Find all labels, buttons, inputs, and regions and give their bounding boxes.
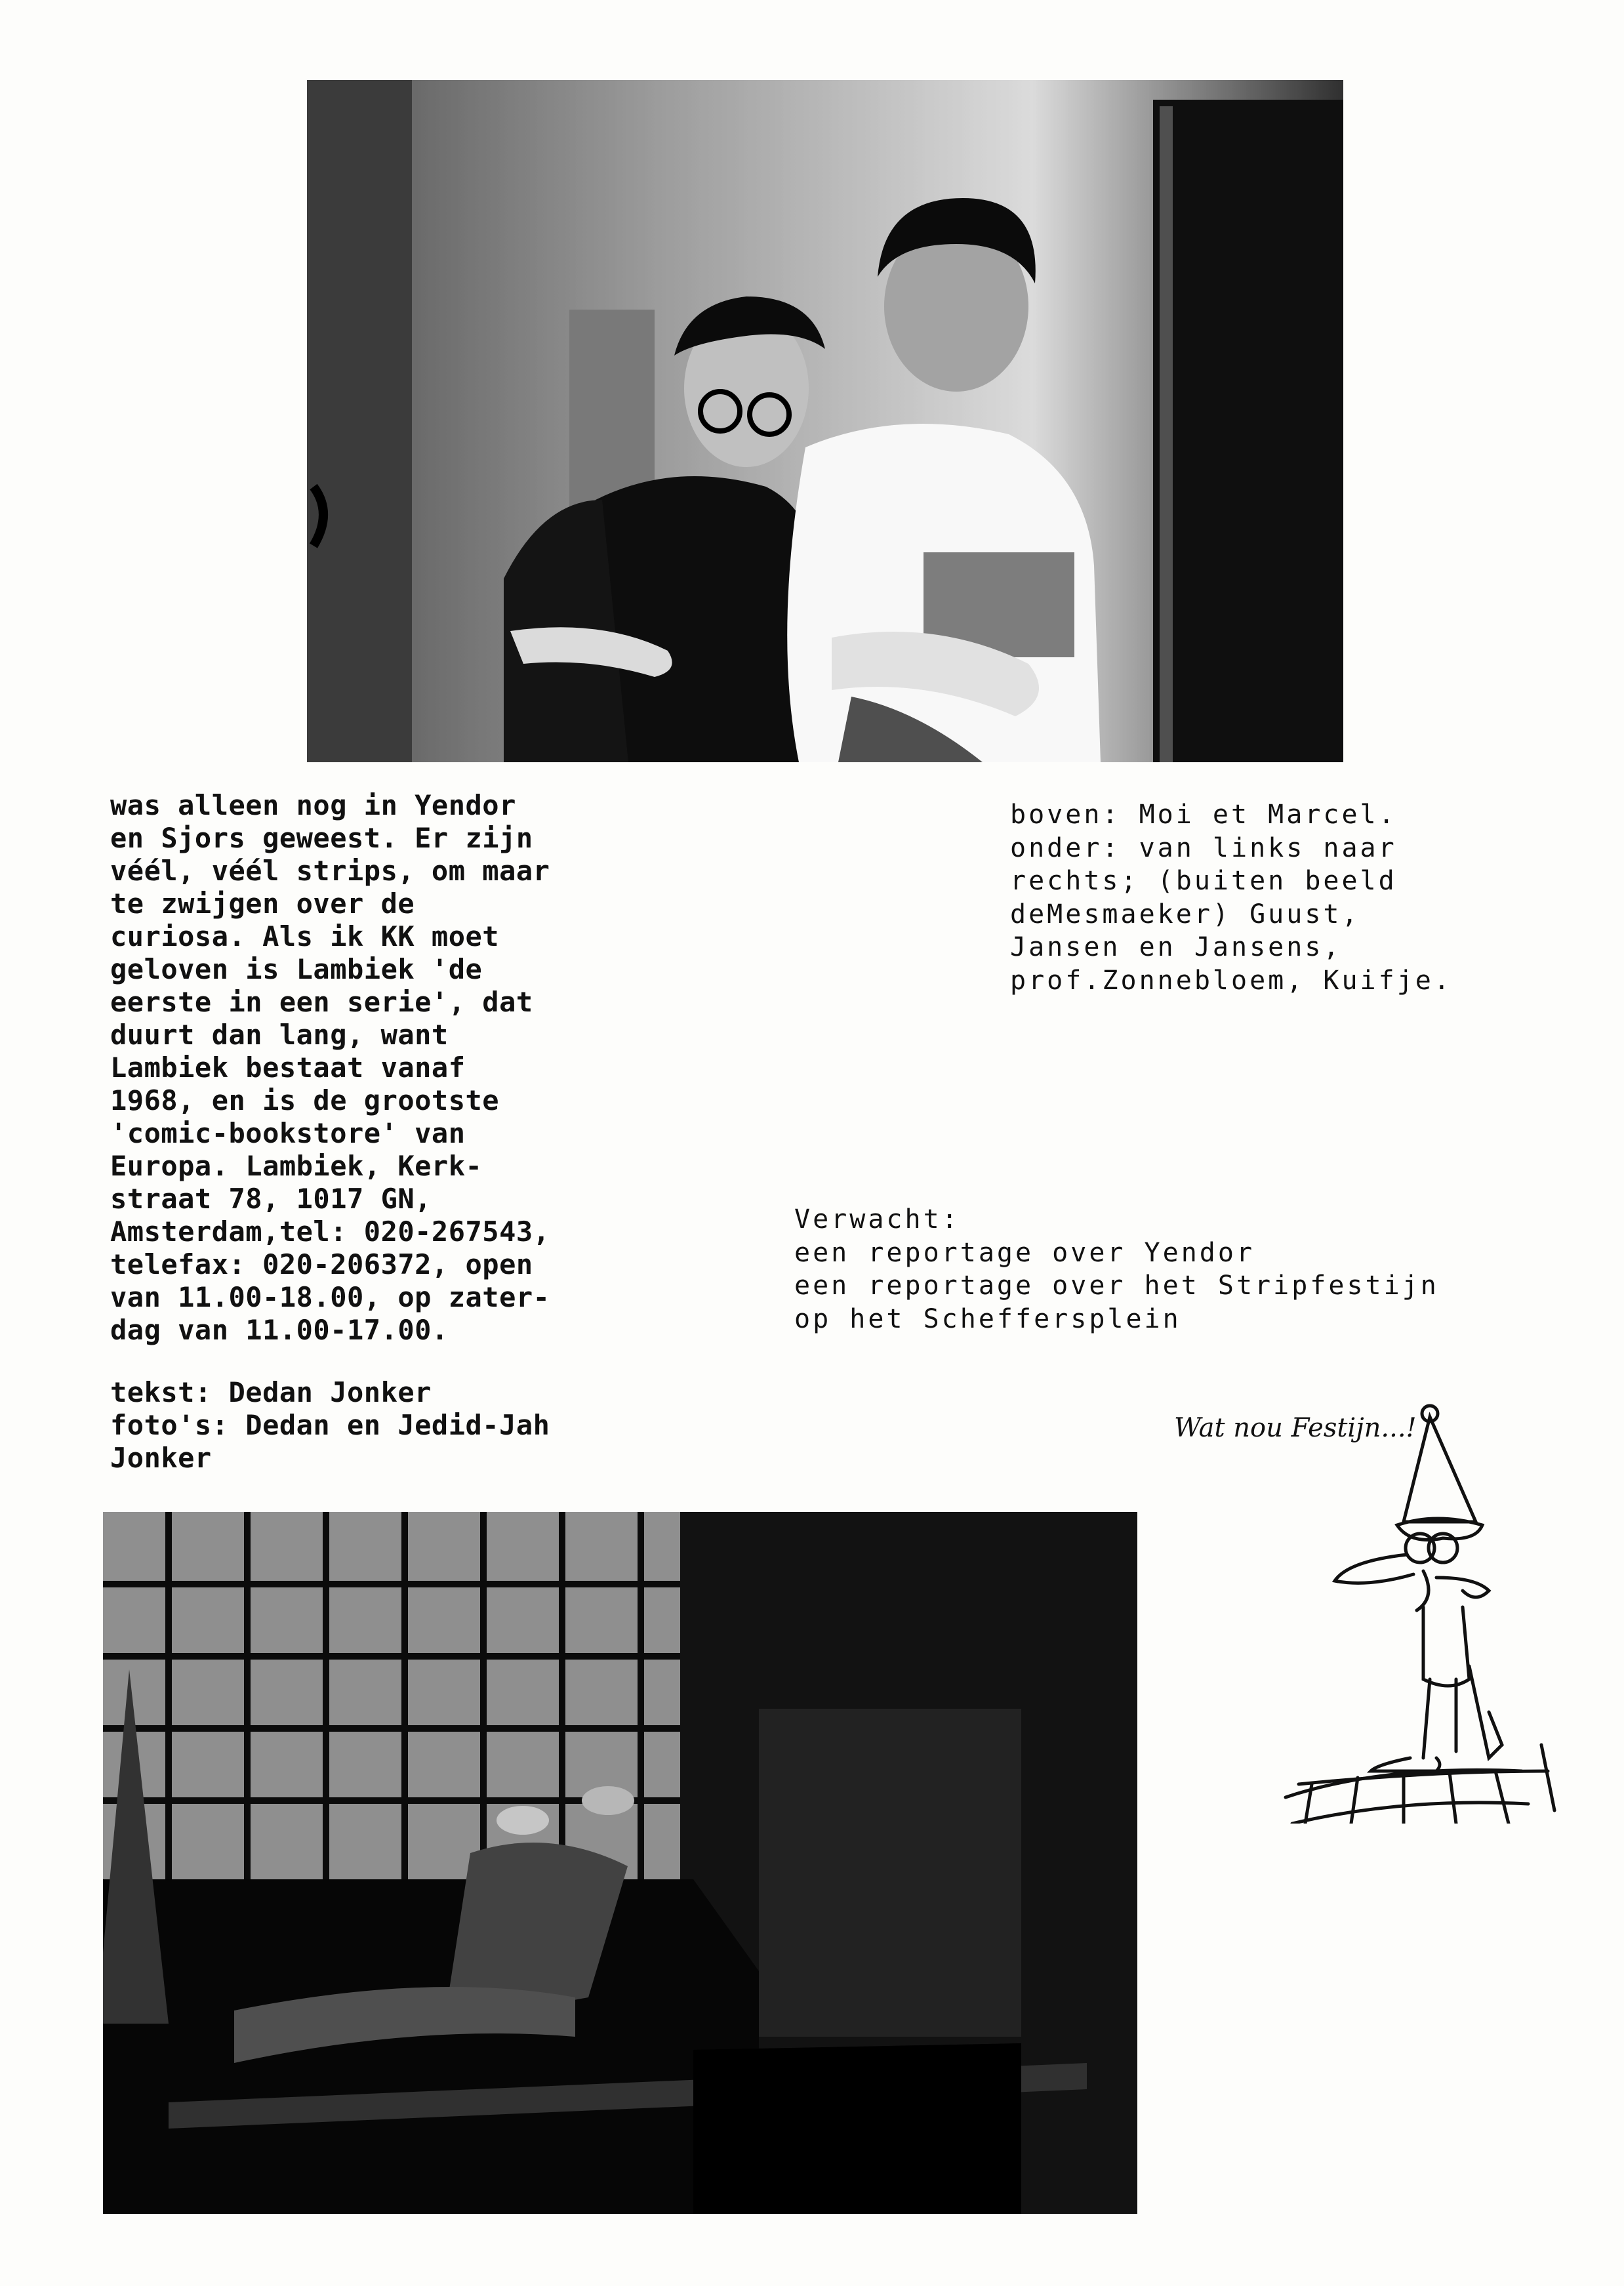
upcoming-heading: Verwacht: — [794, 1204, 960, 1235]
article-line: curiosa. Als ik KK moet — [110, 920, 500, 952]
article-line: 'comic-bookstore' van — [110, 1117, 466, 1149]
photo-captions — [1010, 798, 1452, 997]
caption-line: onder: van links naar — [1010, 832, 1397, 863]
article-line: was alleen nog in Yendor — [110, 789, 516, 821]
article-line: Amsterdam,tel: 020-267543, — [110, 1215, 550, 1248]
photo-top — [307, 80, 1343, 762]
article-line: véél, véél strips, om maar — [110, 855, 550, 887]
upcoming-line: een reportage over het Stripfestijn — [794, 1271, 1439, 1301]
photo-bottom — [103, 1512, 1137, 2214]
article-line: te zwijgen over de — [110, 888, 415, 920]
doodle-handwriting: Wat nou Festijn...! — [1174, 1413, 1417, 1443]
article-line: geloven is Lambiek 'de — [110, 953, 483, 985]
article-line: Europa. Lambiek, Kerk- — [110, 1150, 483, 1182]
caption-line: prof.Zonnebloem, Kuifje. — [1010, 965, 1452, 996]
article-line: en Sjors geweest. Er zijn — [110, 822, 533, 854]
credits-line: Jonker — [110, 1442, 212, 1474]
article-line: van 11.00-18.00, op zater- — [110, 1281, 550, 1313]
article-line: straat 78, 1017 GN, — [110, 1183, 432, 1215]
article-line: Lambiek bestaat vanaf — [110, 1051, 466, 1084]
upcoming-line: een reportage over Yendor — [794, 1237, 1255, 1268]
credits-line: foto's: Dedan en Jedid-Jah — [110, 1409, 550, 1441]
article-line: eerste in een serie', dat — [110, 986, 533, 1018]
article-line: 1968, en is de grootste — [110, 1084, 500, 1116]
credits-line: tekst: Dedan Jonker — [110, 1376, 432, 1408]
doodle-illustration — [1161, 1391, 1568, 1824]
article-line: dag van 11.00-17.00. — [110, 1314, 449, 1346]
article-line: telefax: 020-206372, open — [110, 1248, 533, 1280]
upcoming-line: op het Scheffersplein — [794, 1303, 1181, 1334]
upcoming-notice — [794, 1203, 1439, 1336]
caption-line: deMesmaeker) Guust, — [1010, 899, 1360, 929]
credits — [110, 1376, 550, 1475]
caption-line: rechts; (buiten beeld — [1010, 866, 1397, 896]
caption-line: boven: Moi et Marcel. — [1010, 800, 1397, 830]
caption-line: Jansen en Jansens, — [1010, 932, 1342, 962]
article-line: duurt dan lang, want — [110, 1019, 449, 1051]
article-text — [110, 789, 550, 1347]
